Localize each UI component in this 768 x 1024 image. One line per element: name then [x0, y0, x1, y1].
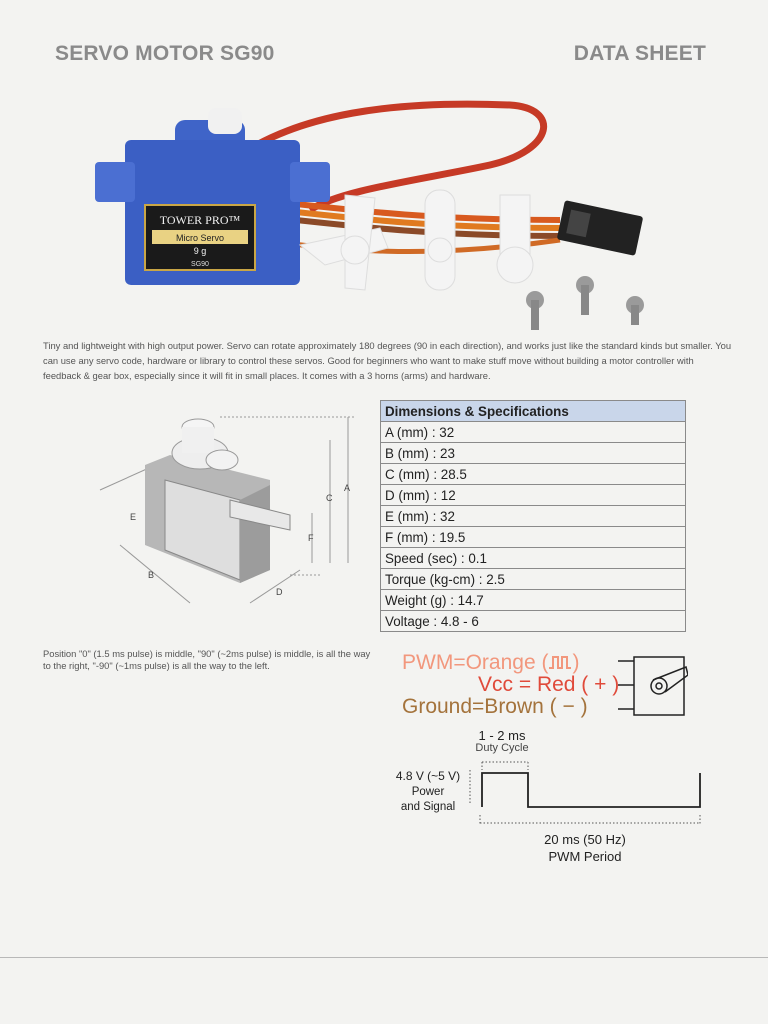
- servo-outline: [145, 419, 290, 583]
- spec-weight: Weight (g) : 14.7: [381, 590, 686, 611]
- dim-label-d: D: [276, 587, 283, 597]
- wire-pwm-close: ): [572, 651, 580, 674]
- spec-speed: Speed (sec) : 0.1: [381, 548, 686, 569]
- table-heading: Dimensions & Specifications: [381, 401, 686, 422]
- power-label: Power: [411, 786, 445, 798]
- spec-torque: Torque (kg-cm) : 2.5: [381, 569, 686, 590]
- table-row: [381, 611, 686, 632]
- dim-label-b: B: [148, 570, 155, 580]
- servo-symbol: [618, 655, 688, 717]
- spec-voltage: Voltage : 4.8 - 6: [381, 611, 686, 632]
- wire-vcc-label: Vcc = Red ( + ): [478, 673, 620, 696]
- product-description: Tiny and lightweight with high output power. Servo can rotate approximately 180 degrees (90 in each direction), and works just like the standard kinds but smaller. You can use any servo code, hardware or library to control these servos. Good for beginners who want to make stuff move without building a motor controller with feedback & gear box, especially since it will fit in small places. It comes with a 3 horns (arms) and hardware.: [43, 340, 732, 381]
- table-row: [381, 422, 686, 443]
- servo-product-photo: [90, 100, 660, 340]
- dim-label-e: E: [130, 512, 137, 522]
- servo-horns: [300, 190, 533, 290]
- dim-label-c: C: [326, 493, 333, 503]
- duty-cycle-ms: 1 - 2 ms: [478, 728, 526, 743]
- dim-label-f: F: [308, 533, 314, 543]
- spec-c: C (mm) : 28.5: [381, 464, 686, 485]
- table-row: [381, 506, 686, 527]
- table-row: [381, 485, 686, 506]
- table-row: [381, 569, 686, 590]
- servo-body: [95, 108, 330, 285]
- rating-label: 9 g: [193, 246, 207, 256]
- table-row: [381, 464, 686, 485]
- dim-label-a: A: [344, 483, 351, 493]
- model-label: SG90: [191, 261, 209, 268]
- period-label: PWM Period: [548, 849, 622, 864]
- period-ms: 20 ms (50 Hz): [544, 832, 626, 847]
- spec-e: E (mm) : 32: [381, 506, 686, 527]
- document-title: SERVO MOTOR SG90: [55, 42, 275, 65]
- pwm-wave-icon: [548, 654, 572, 670]
- spec-b: B (mm) : 23: [381, 443, 686, 464]
- pwm-pulse: [482, 773, 700, 807]
- spec-a: A (mm) : 32: [381, 422, 686, 443]
- duty-cycle-label: Duty Cycle: [475, 742, 529, 754]
- mounting-screws: [526, 276, 644, 330]
- table-row: [381, 443, 686, 464]
- sheet-label: DATA SHEET: [573, 42, 706, 65]
- signal-label: and Signal: [400, 801, 456, 813]
- spec-f: F (mm) : 19.5: [381, 527, 686, 548]
- page-divider: [0, 957, 768, 958]
- pwm-timing-diagram: [380, 725, 710, 875]
- wire-pwm-label: [402, 652, 579, 674]
- wire-pwm-text: PWM=Orange (: [402, 651, 549, 674]
- specifications-table: [380, 400, 686, 632]
- position-note: Position "0" (1.5 ms pulse) is middle, "90" (~2ms pulse) is middle, is all the way to the right, "-90" (~1ms pulse) is all the way to the left.: [43, 648, 371, 671]
- brand-label: TOWER PRO™: [159, 213, 241, 227]
- dimension-drawing: [90, 405, 370, 615]
- table-row: [381, 590, 686, 611]
- table-row: [381, 548, 686, 569]
- table-header-row: [381, 401, 686, 422]
- spec-d: D (mm) : 12: [381, 485, 686, 506]
- product-line-label: Micro Servo: [175, 233, 225, 243]
- table-row: [381, 527, 686, 548]
- servo-connector: [557, 200, 644, 256]
- voltage-label: 4.8 V (~5 V): [395, 769, 461, 783]
- wire-ground-label: Ground=Brown ( − ): [402, 695, 588, 718]
